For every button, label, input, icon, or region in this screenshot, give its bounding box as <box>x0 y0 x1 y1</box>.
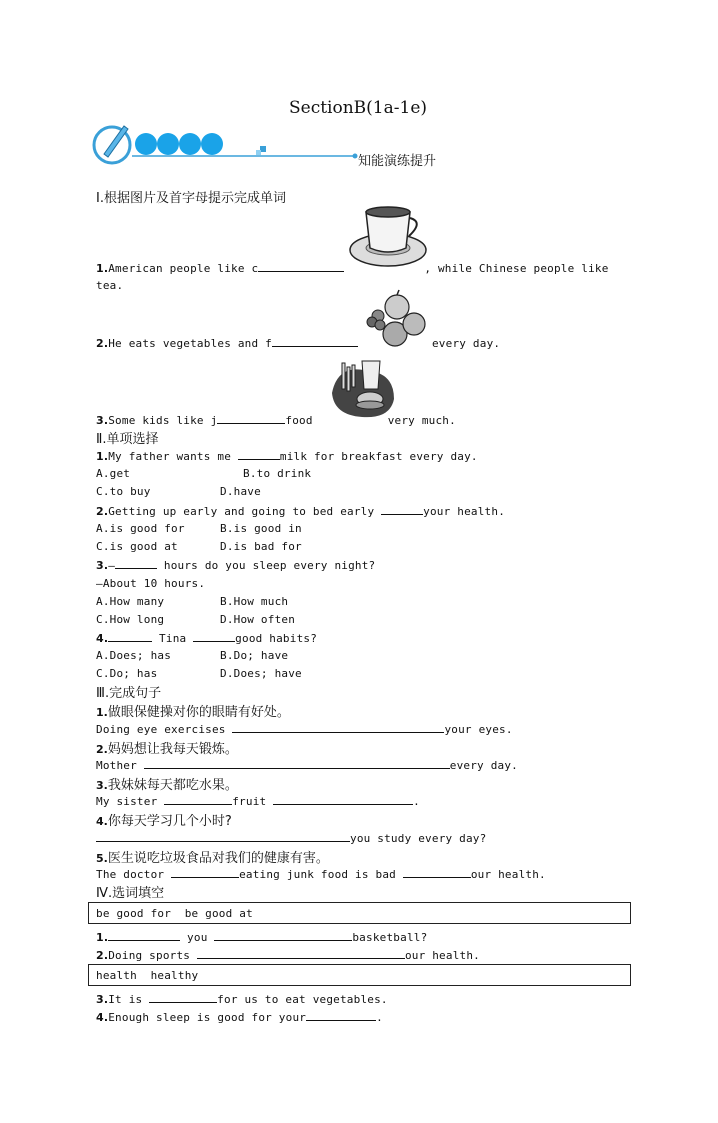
answer-blank[interactable] <box>144 758 450 769</box>
p2-q2-stem: 2.Getting up early and going to bed early your health. <box>96 505 506 518</box>
p2-q2-option-a[interactable]: A.is good for <box>96 522 185 535</box>
p3-q3-line: My sister fruit . <box>96 795 420 808</box>
p2-q4-option-c[interactable]: C.Do; has <box>96 667 158 680</box>
answer-blank[interactable] <box>306 1010 376 1021</box>
p3-q5-line: The doctor eating junk food is bad our health. <box>96 868 546 881</box>
p2-q3-option-a[interactable]: A.How many <box>96 595 165 608</box>
p2-q4-option-d[interactable]: D.Does; have <box>220 667 302 680</box>
answer-blank[interactable] <box>214 930 352 941</box>
p1-q1-line: 1.American people like c , while Chinese people like <box>96 262 609 275</box>
answer-blank[interactable] <box>238 449 280 460</box>
p3-q2-cn: 2.妈妈想让我每天锻炼。 <box>96 742 238 757</box>
answer-blank[interactable] <box>96 831 350 842</box>
p3-q4-cn: 4.你每天学习几个小时? <box>96 814 232 829</box>
p2-q3-answer: —About 10 hours. <box>96 577 206 590</box>
answer-blank[interactable] <box>258 261 344 272</box>
answer-blank[interactable] <box>272 336 358 347</box>
p1-q3-line: 3.Some kids like j food very much. <box>96 414 456 427</box>
junk-food-icon <box>328 353 398 421</box>
answer-blank[interactable] <box>149 992 217 1003</box>
p3-q1-cn: 1.做眼保健操对你的眼睛有好处。 <box>96 705 290 720</box>
p3-q5-cn: 5.医生说吃垃圾食品对我们的健康有害。 <box>96 851 329 866</box>
answer-blank[interactable] <box>171 867 239 878</box>
answer-blank[interactable] <box>193 631 235 642</box>
p3-q3-cn: 3.我妹妹每天都吃水果。 <box>96 778 238 793</box>
p1-q2-line: 2.He eats vegetables and f every day. <box>96 337 501 350</box>
p4-q2-line: 2.Doing sports our health. <box>96 949 480 962</box>
answer-blank[interactable] <box>108 930 180 941</box>
p2-q1-option-a[interactable]: A.get <box>96 467 131 480</box>
p1-q1-cont: tea. <box>96 279 124 292</box>
answer-blank[interactable] <box>273 794 413 805</box>
p2-q3-stem: 3.— hours do you sleep every night? <box>96 559 376 572</box>
pen-icon <box>104 126 128 157</box>
p3-q2-line: Mother every day. <box>96 759 518 772</box>
banner-label: 知能演练提升 <box>358 154 437 169</box>
word-box-2-text: health healthy <box>96 969 199 982</box>
part1-heading: Ⅰ.根据图片及首字母提示完成单词 <box>96 191 286 206</box>
p2-q1-option-d[interactable]: D.have <box>220 485 261 498</box>
p2-q3-option-c[interactable]: C.How long <box>96 613 165 626</box>
p4-q3-line: 3.It is for us to eat vegetables. <box>96 993 388 1006</box>
part2-heading: Ⅱ.单项选择 <box>96 432 159 447</box>
p2-q2-option-d[interactable]: D.is bad for <box>220 540 302 553</box>
p2-q1-option-b[interactable]: B.to drink <box>243 467 312 480</box>
p2-q3-option-d[interactable]: D.How often <box>220 613 296 626</box>
answer-blank[interactable] <box>108 631 152 642</box>
p4-q1-line: 1. you basketball? <box>96 931 428 944</box>
p2-q1-option-c[interactable]: C.to buy <box>96 485 151 498</box>
answer-blank[interactable] <box>115 558 157 569</box>
p2-q2-option-b[interactable]: B.is good in <box>220 522 302 535</box>
p4-q4-line: 4.Enough sleep is good for your . <box>96 1011 383 1024</box>
p2-q4-option-b[interactable]: B.Do; have <box>220 649 289 662</box>
part4-heading: Ⅳ.选词填空 <box>96 886 165 901</box>
p2-q1-stem: 1.My father wants me milk for breakfast every day. <box>96 450 478 463</box>
answer-blank[interactable] <box>164 794 232 805</box>
p2-q2-option-c[interactable]: C.is good at <box>96 540 178 553</box>
answer-blank[interactable] <box>403 867 471 878</box>
p3-q4-line: you study every day? <box>96 831 486 845</box>
p2-q3-option-b[interactable]: B.How much <box>220 595 289 608</box>
part3-heading: Ⅲ.完成句子 <box>96 686 162 701</box>
p2-q4-stem: 4. Tina good habits? <box>96 632 318 645</box>
p2-q4-option-a[interactable]: A.Does; has <box>96 649 172 662</box>
word-box-1-text: be good for be good at <box>96 907 253 920</box>
answer-blank[interactable] <box>217 413 285 424</box>
answer-blank[interactable] <box>232 722 444 733</box>
answer-blank[interactable] <box>381 504 423 515</box>
page-title: SectionB(1a-1e) <box>289 98 428 118</box>
p3-q1-line: Doing eye exercises your eyes. <box>96 723 513 736</box>
answer-blank[interactable] <box>197 948 405 959</box>
